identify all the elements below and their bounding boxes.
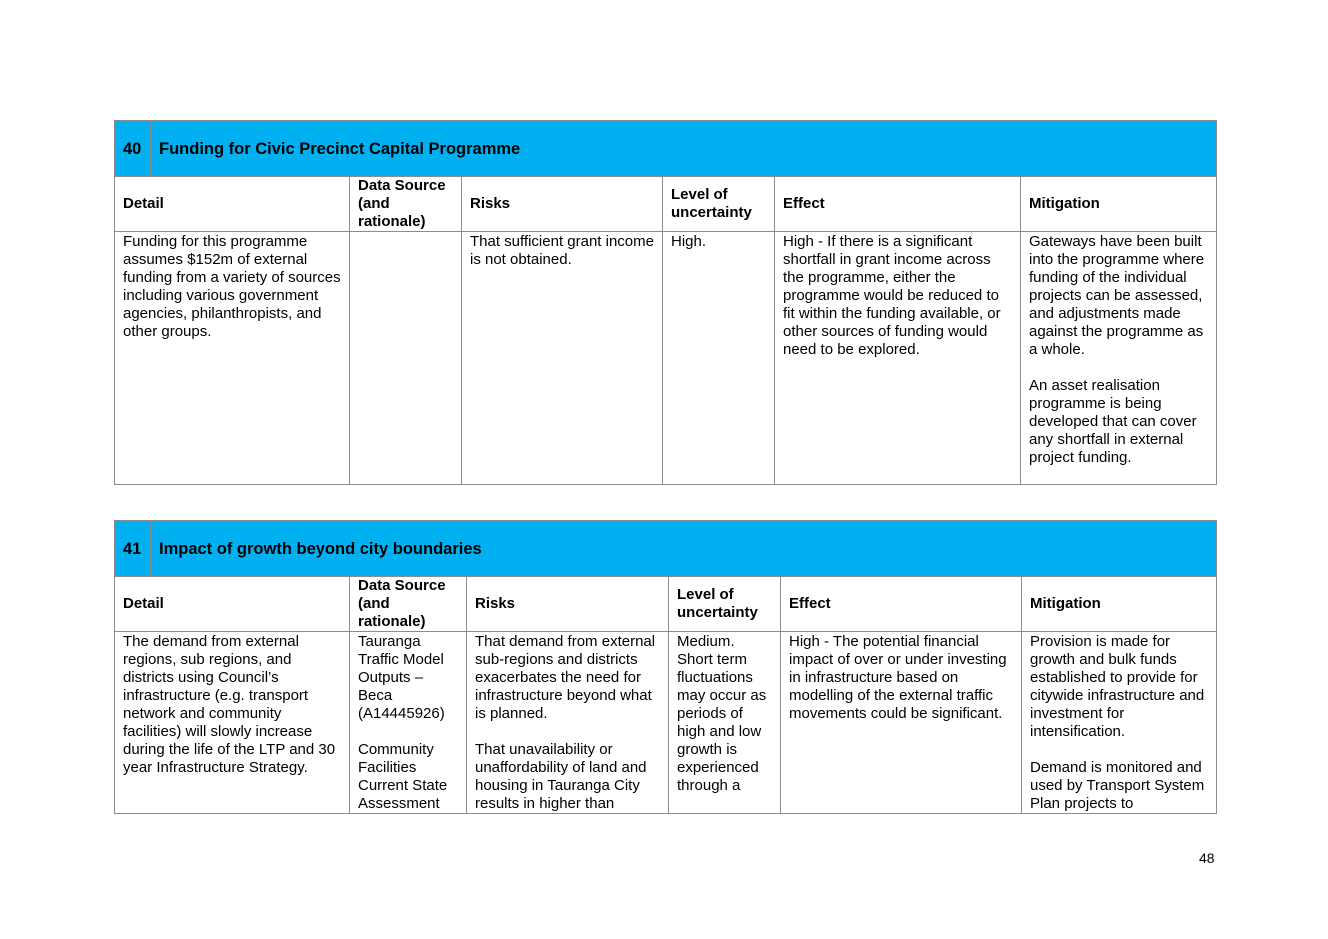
cell-uncertainty: Medium. Short term fluctuations may occur as periods of high and low growth is experienced through a [669, 632, 781, 814]
risk-table-40 [114, 120, 1217, 485]
cell-mitigation: Gateways have been built into the programme where funding of the individual projects can be assessed, and adjustments made against the programme as a whole. An asset realisation programme is being developed that can cover any shortfall in external project funding. [1021, 232, 1217, 485]
header-risks: Risks [467, 577, 669, 632]
cell-uncertainty: High. [663, 232, 775, 485]
cell-risks: That demand from external sub-regions and districts exacerbates the need for infrastructure beyond what is planned. That unavailability or unaffordability of land and housing in Tauranga City results in higher than [467, 632, 669, 814]
cell-detail: The demand from external regions, sub regions, and districts using Council’s infrastructure (e.g. transport network and community facilities) will slowly increase during the life of the LTP and 30 year Infrastructure Strategy. [115, 632, 350, 814]
risk-table-41 [114, 520, 1217, 814]
header-detail: Detail [115, 177, 350, 232]
table-title: Funding for Civic Precinct Capital Programme [151, 121, 1217, 177]
cell-effect: High - If there is a significant shortfall in grant income across the programme, either the programme would be reduced to fit within the funding available, or other sources of funding would need to be explored. [775, 232, 1021, 485]
table-number: 41 [115, 521, 151, 577]
cell-data-source: Tauranga Traffic Model Outputs – Beca (A14445926) Community Facilities Current State Assessment [350, 632, 467, 814]
table-row [115, 632, 1217, 814]
header-effect: Effect [781, 577, 1022, 632]
header-effect: Effect [775, 177, 1021, 232]
page-number: 48 [1199, 850, 1215, 866]
header-mitigation: Mitigation [1021, 177, 1217, 232]
table-header-row [115, 577, 1217, 632]
header-mitigation: Mitigation [1022, 577, 1217, 632]
header-detail: Detail [115, 577, 350, 632]
table-title-row [115, 121, 1217, 177]
cell-data-source [350, 232, 462, 485]
table-title-row [115, 521, 1217, 577]
cell-mitigation: Provision is made for growth and bulk funds established to provide for citywide infrastructure and investment for intensification. Demand is monitored and used by Transport System Plan projects to [1022, 632, 1217, 814]
cell-effect: High - The potential financial impact of over or under investing in infrastructure based on modelling of the external traffic movements could be significant. [781, 632, 1022, 814]
table-title: Impact of growth beyond city boundaries [151, 521, 1217, 577]
header-uncertainty: Level of uncertainty [663, 177, 775, 232]
table-header-row [115, 177, 1217, 232]
table-row [115, 232, 1217, 485]
table-number: 40 [115, 121, 151, 177]
cell-detail: Funding for this programme assumes $152m of external funding from a variety of sources including various government agencies, philanthropists, and other groups. [115, 232, 350, 485]
header-risks: Risks [462, 177, 663, 232]
header-data-source: Data Source (and rationale) [350, 177, 462, 232]
header-uncertainty: Level of uncertainty [669, 577, 781, 632]
header-data-source: Data Source (and rationale) [350, 577, 467, 632]
cell-risks: That sufficient grant income is not obtained. [462, 232, 663, 485]
